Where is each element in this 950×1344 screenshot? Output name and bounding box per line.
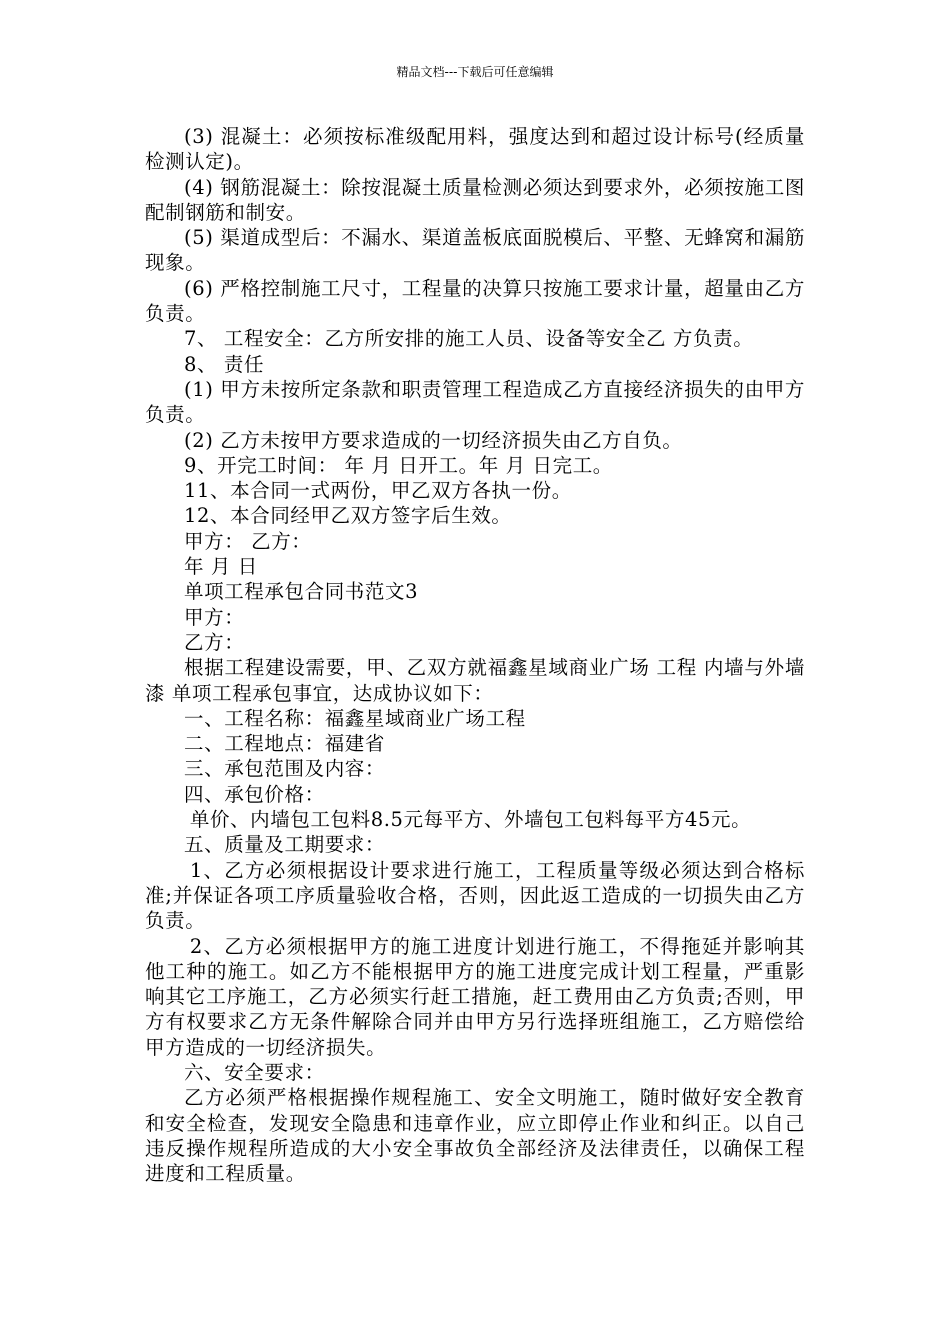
paragraph-item-4: (4) 钢筋混凝土：除按混凝土质量检测必须达到要求外，必须按施工图配制钢筋和制安。 xyxy=(145,175,805,224)
paragraph-item-5: (5) 渠道成型后：不漏水、渠道盖板底面脱模后、平整、无蜂窝和漏筋现象。 xyxy=(145,226,805,275)
party-a-label: 甲方： xyxy=(184,605,245,629)
paragraph-quality-heading: 五、质量及工期要求： xyxy=(184,833,386,857)
paragraph-safety-heading: 六、安全要求： xyxy=(184,1060,325,1084)
party-b-label: 乙方： xyxy=(184,630,245,654)
paragraph-price-heading: 四、承包价格： xyxy=(184,782,325,806)
page-header: 精品文档---下载后可任意编辑 xyxy=(396,65,554,79)
signature-date: 年 月 日 xyxy=(184,555,258,579)
paragraph-responsibility-2: (2) 乙方未按甲方要求造成的一切经济损失由乙方自负。 xyxy=(184,428,683,452)
paragraph-section-11: 11、本合同一式两份，甲乙双方各执一份。 xyxy=(184,479,572,503)
paragraph-section-8: 8、 责任 xyxy=(184,352,265,376)
paragraph-preamble: 根据工程建设需要，甲、乙双方就福鑫星域商业广场 工程 内墙与外墙漆 单项工程承包事宜，达成协议如下： xyxy=(145,656,805,705)
contract-title: 单项工程承包合同书范文3 xyxy=(184,580,419,604)
paragraph-scope: 三、承包范围及内容： xyxy=(184,757,386,781)
paragraph-section-9: 9、开完工时间： 年 月 日开工。年 月 日完工。 xyxy=(184,453,613,477)
document-body xyxy=(145,124,805,1186)
paragraph-unit-price: 单价、内墙包工包料8.5元每平方、外墙包工包料每平方45元。 xyxy=(189,808,752,832)
paragraph-section-12: 12、本合同经甲乙双方签字后生效。 xyxy=(184,504,512,528)
paragraph-item-6: (6) 严格控制施工尺寸，工程量的决算只按施工要求计量，超量由乙方负责。 xyxy=(145,276,805,326)
paragraph-quality-2: 2、乙方必须根据甲方的施工进度计划进行施工，不得拖延并影响其他工种的施工。如乙方不能根据甲方的施工进度完成计划工程量，严重影响其它工序施工，乙方必须实行赶工措施，赶工费用由乙方负责;否则，甲方有权要求乙方无条件解除合同并由甲方另行选择班组施工，乙方赔偿给甲方造成的一切经济损失。 xyxy=(145,934,805,1059)
signature-parties: 甲方： 乙方： xyxy=(184,529,312,553)
paragraph-quality-1: 1、乙方必须根据设计要求进行施工，工程质量等级必须达到合格标准;并保证各项工序质量验收合格，否则，因此返工造成的一切损失由乙方负责。 xyxy=(145,858,805,933)
paragraph-project-name: 一、工程名称：福鑫星域商业广场工程 xyxy=(184,706,526,730)
paragraph-section-7: 7、 工程安全：乙方所安排的施工人员、设备等安全乙 方负责。 xyxy=(184,327,754,351)
paragraph-item-3: (3) 混凝土：必须按标准级配用料，强度达到和超过设计标号(经质量检测认定)。 xyxy=(145,125,805,174)
paragraph-responsibility-1: (1) 甲方未按所定条款和职责管理工程造成乙方直接经济损失的由甲方负责。 xyxy=(145,377,805,427)
paragraph-project-location: 二、工程地点：福建省 xyxy=(184,732,386,756)
paragraph-safety-body: 乙方必须严格根据操作规程施工、安全文明施工，随时做好安全教育和安全检查，发现安全隐患和违章作业，应立即停止作业和纠正。以自己违反操作规程所造成的大小安全事故负全部经济及法律责任，以确保工程进度和工程质量。 xyxy=(145,1086,805,1186)
